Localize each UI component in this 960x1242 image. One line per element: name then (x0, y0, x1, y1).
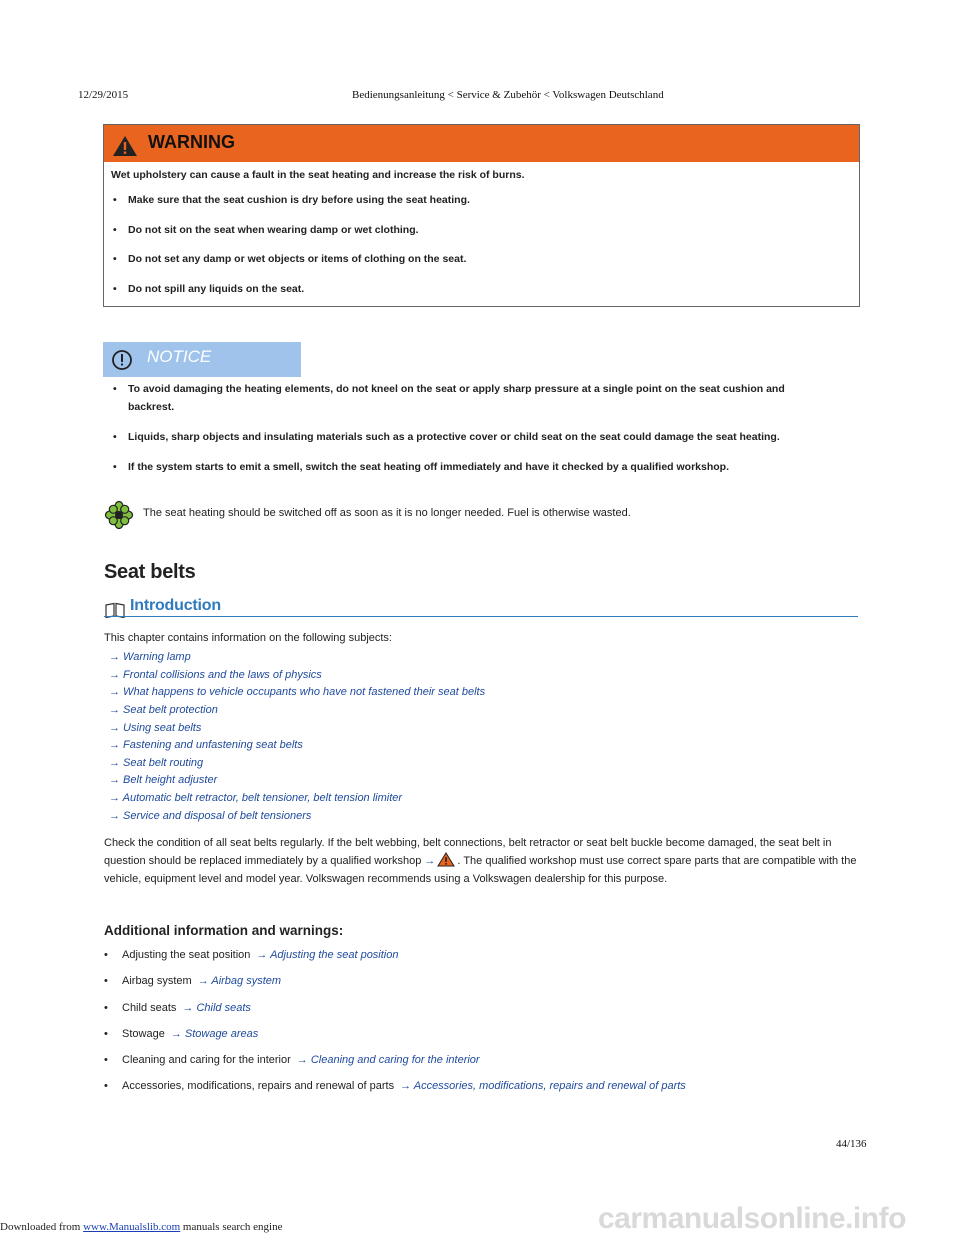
additional-info-item: • Airbag system → Airbag system (104, 975, 282, 987)
link-fastening-seat-belts[interactable]: → Fastening and unfastening seat belts (109, 739, 303, 751)
link-seat-belt-protection[interactable]: → Seat belt protection (109, 704, 218, 716)
heading-underline (104, 616, 858, 617)
link-unfastened-occupants[interactable]: → What happens to vehicle occupants who have not fastened their seat belts (109, 686, 486, 698)
book-icon (104, 602, 126, 623)
additional-info-item: • Cleaning and caring for the interior → Cleaning and caring for the interior (104, 1054, 480, 1066)
notice-bullet: • If the system starts to emit a smell, switch the seat heating off immediately and have it checked by a qualified workshop. (128, 458, 729, 476)
eco-note-text: The seat heating should be switched off as soon as it is no longer needed. Fuel is otherwise wasted. (143, 507, 631, 519)
bullet-icon: • (113, 461, 117, 473)
page-number: 44/136 (836, 1138, 867, 1150)
bullet-icon: • (104, 975, 108, 987)
bullet-icon: • (113, 194, 117, 206)
bullet-icon: • (104, 1054, 108, 1066)
link-service-disposal[interactable]: → Service and disposal of belt tensioners (109, 810, 312, 822)
bullet-icon: • (113, 224, 117, 236)
warning-header (104, 125, 859, 162)
link-stowage-areas[interactable]: → Stowage areas (170, 1028, 259, 1040)
link-belt-height-adjuster[interactable]: → Belt height adjuster (109, 774, 218, 786)
link-airbag-system[interactable]: → Airbag system (197, 975, 282, 987)
link-cleaning-interior[interactable]: → Cleaning and caring for the interior (296, 1054, 480, 1066)
additional-info-heading: Additional information and warnings: (104, 923, 344, 938)
warning-triangle-icon (112, 135, 138, 162)
bullet-icon: • (113, 253, 117, 265)
bullet-icon: • (113, 283, 117, 295)
seat-belt-check-paragraph: Check the condition of all seat belts regularly. If the belt webbing, belt connections, belt retractor or seat belt buckle become damaged, the seat belt in question should be replaced immediately by a qualified workshop → . The qualified workshop must use correct spare parts that are compatible with the vehicle, equipment level and model year. Volkswagen recommends using a Volkswagen dealership for this purpose. (104, 837, 857, 885)
notice-header (103, 342, 301, 377)
link-child-seats[interactable]: → Child seats (182, 1002, 251, 1014)
flower-environment-icon (104, 500, 134, 535)
intro-text: This chapter contains information on the following subjects: (104, 632, 392, 644)
additional-info-item: • Stowage → Stowage areas (104, 1028, 259, 1040)
bullet-icon: • (113, 431, 117, 443)
print-date: 12/29/2015 (78, 89, 129, 101)
warning-bullet: • Do not sit on the seat when wearing damp or wet clothing. (128, 221, 419, 239)
bullet-icon: • (104, 949, 108, 961)
link-belt-retractor-tensioner[interactable]: → Automatic belt retractor, belt tensioner, belt tension limiter (109, 792, 403, 804)
warning-title: WARNING (148, 132, 235, 152)
warning-bullet: • Do not spill any liquids on the seat. (128, 280, 304, 298)
bullet-icon: • (104, 1028, 108, 1040)
warning-triangle-icon (437, 852, 455, 867)
watermark: carmanualsonline.info (598, 1202, 906, 1235)
warning-reference-link[interactable]: → (424, 855, 457, 867)
link-using-seat-belts[interactable]: → Using seat belts (109, 722, 202, 734)
notice-bullet: • Liquids, sharp objects and insulating materials such as a protective cover or child seat on the seat could damage the seat heating. (128, 428, 780, 446)
link-adjusting-seat-position[interactable]: → Adjusting the seat position (256, 949, 399, 961)
introduction-heading: Introduction (130, 597, 221, 614)
link-warning-lamp[interactable]: → Warning lamp (109, 651, 191, 663)
notice-title: NOTICE (147, 347, 212, 366)
print-header-title: Bedienungsanleitung < Service & Zubehör < Volkswagen Deutschland (352, 89, 664, 101)
exclamation-circle-icon (111, 349, 133, 376)
additional-info-item: • Accessories, modifications, repairs and renewal of parts → Accessories, modifications, repairs and renewal of parts (104, 1080, 686, 1092)
additional-info-item: • Adjusting the seat position → Adjusting the seat position (104, 949, 399, 961)
warning-bullet: • Do not set any damp or wet objects or items of clothing on the seat. (128, 250, 466, 268)
section-title: Seat belts (104, 561, 196, 583)
bullet-icon: • (113, 383, 117, 395)
additional-info-item: • Child seats → Child seats (104, 1002, 251, 1014)
manualslib-link[interactable]: www.Manualslib.com (83, 1221, 181, 1233)
warning-lead-text: Wet upholstery can cause a fault in the seat heating and increase the risk of burns. (111, 169, 525, 181)
link-seat-belt-routing[interactable]: → Seat belt routing (109, 757, 204, 769)
download-footer: Downloaded from www.Manualslib.com manuals search engine (0, 1221, 283, 1233)
notice-bullet: • To avoid damaging the heating elements, do not kneel on the seat or apply sharp pressure at a single point on the seat cushion and (128, 380, 785, 398)
warning-bullet: • Make sure that the seat cushion is dry before using the seat heating. (128, 191, 470, 209)
link-frontal-collisions[interactable]: → Frontal collisions and the laws of physics (109, 669, 322, 681)
notice-bullet-continuation: backrest. (128, 401, 175, 413)
bullet-icon: • (104, 1080, 108, 1092)
warning-box (103, 124, 860, 307)
bullet-icon: • (104, 1002, 108, 1014)
link-accessories-modifications[interactable]: → Accessories, modifications, repairs and renewal of parts (400, 1080, 686, 1092)
